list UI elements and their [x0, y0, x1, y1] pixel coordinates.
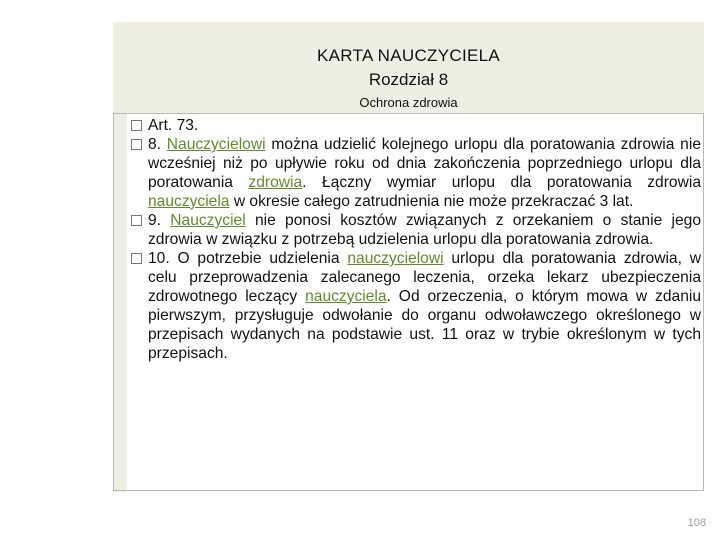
bullet-list	[131, 116, 701, 363]
text-segment: można udzielić kolejnego urlopu dla poratowania zdrowia nie wcześniej niż po upływie roku od dnia zakończenia poprzedniego urlopu dla poratowania	[148, 136, 701, 191]
bullet-text	[148, 249, 701, 363]
text-segment: 9.	[148, 212, 171, 229]
bullet-item	[131, 249, 701, 363]
term-link[interactable]: nauczycielowi	[347, 250, 444, 267]
slide-title: KARTA NAUCZYCIELA	[316, 46, 501, 65]
term-link[interactable]: nauczyciela	[305, 288, 387, 305]
slide-chapter: Rozdział 8	[368, 70, 449, 89]
text-segment: Art. 73.	[148, 117, 199, 134]
bullet-item	[131, 135, 701, 211]
term-link[interactable]: zdrowia	[248, 174, 303, 191]
bullet-box-icon	[131, 215, 142, 226]
text-segment: w okresie całego zatrudnienia nie może przekraczać 3 lat.	[229, 193, 634, 210]
term-link[interactable]: nauczyciela	[148, 193, 230, 210]
bullet-box-icon	[131, 120, 142, 131]
bullet-box-icon	[131, 139, 142, 150]
bullet-text	[148, 211, 701, 249]
bullet-text	[148, 135, 701, 211]
slide-subtitle: Ochrona zdrowia	[359, 95, 458, 110]
text-segment: 8.	[148, 136, 167, 153]
bullet-item	[131, 211, 701, 249]
bullet-box-icon	[131, 253, 142, 264]
term-link[interactable]: Nauczycielowi	[166, 136, 266, 153]
text-segment: . Od orzeczenia, o którym mowa w zdaniu pierwszym, przysługuje odwołanie do organu odwoławczego określonego w przepisach wydanych na podstawie ust. 11 oraz w trybie określonym w tych przepisach.	[148, 288, 702, 362]
text-segment: urlopu dla poratowania zdrowia, w celu przeprowadzenia zalecanego leczenia, orzeka lekarz ubezpieczenia zdrowotnego leczący	[148, 250, 701, 305]
page-number: 108	[687, 517, 706, 529]
bullet-text	[148, 116, 701, 135]
text-segment: . Łączny wymiar urlopu dla poratowania zdrowia	[302, 174, 701, 191]
term-link[interactable]: Nauczyciel	[170, 212, 246, 229]
bullet-item	[131, 116, 701, 135]
text-segment: nie ponosi kosztów związanych z orzekaniem o stanie jego zdrowia w związku z potrzebą udzielenia urlopu dla poratowania zdrowia.	[148, 212, 701, 248]
text-segment: 10. O potrzebie udzielenia	[148, 250, 348, 267]
